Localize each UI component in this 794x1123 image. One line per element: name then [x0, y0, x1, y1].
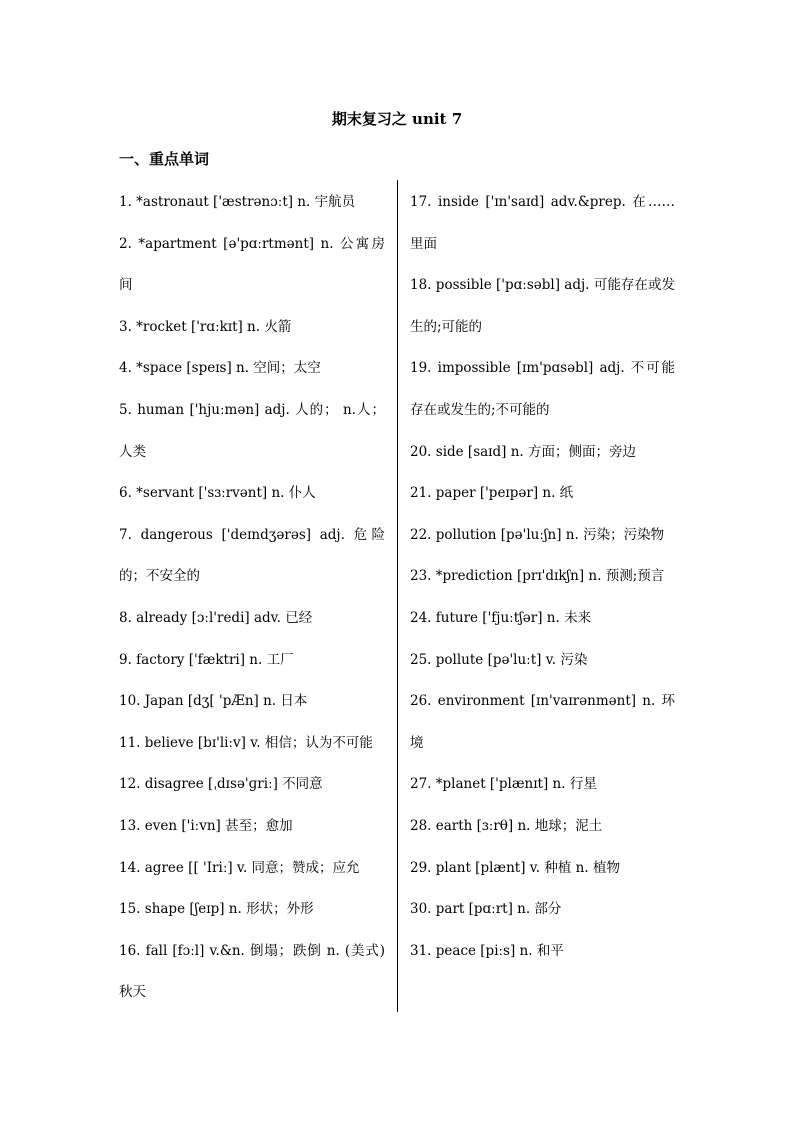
vocab-entry: 9. factory ['fæktri] n. 工厂 — [119, 651, 294, 668]
vocab-entry: 29. plant [plænt] v. 种植 n. 植物 — [410, 859, 620, 876]
section-heading: 一、重点单词 — [119, 150, 210, 168]
vocab-entry: 3. *rocket ['rɑːkɪt] n. 火箭 — [119, 318, 292, 335]
vocabulary-list-right — [410, 182, 675, 972]
vocab-entry: 16. fall [fɔːl] v.&n. 倒塌；跌倒 n. (美式)秋天 — [119, 942, 385, 1001]
column-divider — [397, 180, 398, 1012]
vocab-entry: 19. impossible [ɪm'pɑsəbl] adj. 不可能存在或发生的;不可能的 — [410, 360, 675, 418]
vocab-entry: 27. *planet ['plænɪt] n. 行星 — [410, 776, 597, 793]
vocab-entry: 15. shape [ʃeɪp] n. 形状；外形 — [119, 901, 314, 918]
vocabulary-list-left — [119, 182, 385, 1014]
vocab-entry: 20. side [saɪd] n. 方面；侧面；旁边 — [410, 443, 636, 460]
vocab-entry: 1. *astronaut ['æstrənɔːt] n. 宇航员 — [119, 194, 356, 210]
vocab-entry: 6. *servant ['sɜːrvənt] n. 仆人 — [119, 485, 316, 502]
vocab-entry: 8. already [ɔːl'redi] adv. 已经 — [119, 609, 313, 626]
page-title: 期末复习之 unit 7 — [331, 110, 463, 128]
vocab-entry: 21. paper ['peɪpər] n. 纸 — [410, 485, 574, 502]
vocab-entry: 11. believe [bɪ'liːv] v. 相信；认为不可能 — [119, 734, 373, 751]
vocab-entry: 5. human ['hjuːmən] adj. 人的； n.人；人类 — [119, 401, 385, 460]
vocab-entry: 13. even ['iːvn] 甚至；愈加 — [119, 817, 293, 834]
vocab-entry: 17. inside ['ɪn'saɪd] adv.&prep. 在……里面 — [410, 194, 675, 252]
vocab-entry: 24. future ['fjuːtʃər] n. 未来 — [410, 609, 592, 626]
vocab-entry: 12. disagree [ˌdɪsə'ɡriː] 不同意 — [119, 776, 323, 793]
vocab-entry: 22. pollution [pə'luːʃn] n. 污染；污染物 — [410, 526, 665, 543]
vocab-entry: 30. part [pɑːrt] n. 部分 — [410, 901, 562, 918]
vocab-entry: 4. *space [speɪs] n. 空间；太空 — [119, 360, 321, 377]
vocab-entry: 14. agree [[ 'Ⅰriː] v. 同意；赞成；应允 — [119, 859, 360, 876]
vocab-entry: 26. environment [ɪn'vaɪrənmənt] n. 环境 — [410, 693, 675, 751]
vocab-entry: 31. peace [piːs] n. 和平 — [410, 942, 564, 959]
vocab-entry: 7. dangerous ['deɪndʒərəs] adj. 危险的；不安全的 — [119, 526, 385, 585]
vocab-entry: 25. pollute [pə'luːt] v. 污染 — [410, 651, 588, 668]
vocab-entry: 18. possible ['pɑːsəbl] adj. 可能存在或发生的;可能的 — [410, 277, 675, 335]
vocab-entry: 10. Japan [dʒ[ 'pÆn] n. 日本 — [119, 693, 308, 710]
vocab-entry: 28. earth [ɜːrθ] n. 地球；泥土 — [410, 817, 603, 834]
vocab-entry: 2. *apartment [ə'pɑːrtmənt] n. 公寓房间 — [119, 235, 385, 294]
vocab-entry: 23. *prediction [prɪ'dɪkʃn] n. 预测;预言 — [410, 568, 665, 585]
